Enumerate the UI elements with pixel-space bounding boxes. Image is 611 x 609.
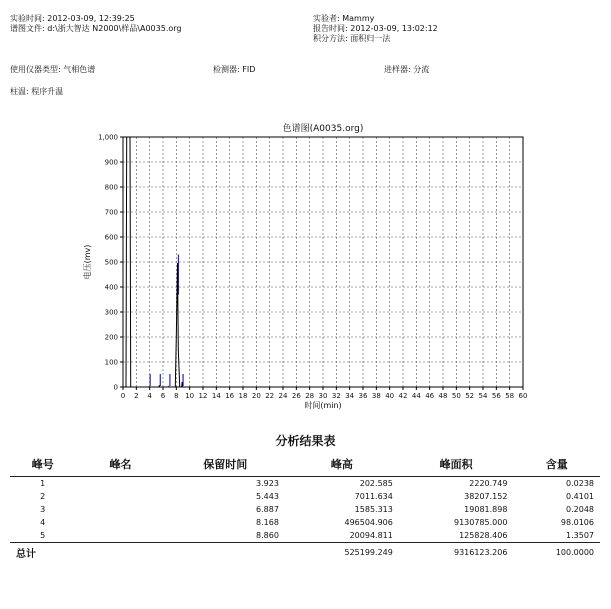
- table-total-row: [10, 543, 600, 562]
- col-peak-number: 峰号: [31, 458, 54, 471]
- y-tick-label: 500: [104, 258, 118, 267]
- col-retention-time: 保留时间: [203, 458, 248, 471]
- cell: [75, 529, 165, 543]
- col-peak-area: 峰面积: [439, 458, 473, 471]
- x-tick-label: 26: [291, 392, 301, 400]
- cell: [75, 543, 165, 562]
- y-tick-label: 300: [104, 308, 118, 317]
- cell: [166, 543, 285, 562]
- y-tick-label: 1,000: [97, 133, 118, 142]
- total-label: 总计: [16, 548, 36, 560]
- cell: 2220.749: [469, 479, 508, 488]
- x-tick-label: 30: [318, 392, 328, 400]
- cell: 8.168: [256, 518, 279, 527]
- cell: 1585.313: [354, 505, 393, 514]
- cell: 5: [40, 531, 46, 540]
- cell: 202.585: [359, 479, 393, 488]
- x-axis-ticks: [121, 387, 528, 400]
- y-tick-label: 900: [104, 158, 118, 167]
- x-tick-label: 10: [185, 392, 195, 400]
- x-tick-label: 14: [211, 392, 221, 400]
- y-tick-label: 700: [104, 208, 118, 217]
- cell: 0.0238: [566, 479, 594, 488]
- exp-time: 实验时间: 2012-03-09, 12:39:25: [10, 14, 135, 23]
- x-tick-label: 48: [438, 392, 448, 400]
- x-tick-label: 42: [398, 392, 408, 400]
- x-tick-label: 4: [147, 392, 152, 400]
- cell: 3.923: [256, 479, 279, 488]
- cell: [75, 516, 165, 529]
- table-row: [10, 477, 600, 491]
- cell: 0.2048: [566, 505, 594, 514]
- x-tick-label: 24: [278, 392, 288, 400]
- x-tick-label: 44: [411, 392, 421, 400]
- operator: 实验者: Mammy: [313, 14, 375, 23]
- chart-grid: [123, 137, 523, 387]
- cell: 19081.898: [464, 505, 508, 514]
- x-tick-label: 56: [491, 392, 501, 400]
- col-content: 含量: [545, 458, 568, 471]
- x-tick-label: 6: [160, 392, 166, 400]
- y-tick-label: 0: [113, 383, 118, 392]
- cell: [75, 503, 165, 516]
- x-tick-label: 46: [425, 392, 435, 400]
- x-tick-label: 20: [251, 392, 261, 400]
- cell: 8.860: [256, 531, 279, 540]
- x-tick-label: 40: [385, 392, 395, 400]
- x-tick-label: 36: [358, 392, 368, 400]
- results-table: [10, 452, 600, 561]
- detector: 检测器: FID: [213, 65, 256, 74]
- x-tick-label: 16: [225, 392, 235, 400]
- table-row: [10, 516, 600, 529]
- report-time: 报告时间: 2012-03-09, 13:02:12: [313, 24, 438, 33]
- injector: 进样器: 分流: [384, 65, 430, 74]
- total-peak-area: 9316123.206: [453, 547, 508, 557]
- table-row: [10, 503, 600, 516]
- table-row: [10, 490, 600, 503]
- instrument-type: 使用仪器类型: 气相色谱: [10, 65, 96, 74]
- cell: 9130785.000: [453, 518, 508, 527]
- cell: 3: [40, 505, 46, 514]
- y-tick-label: 100: [104, 358, 118, 367]
- results-table-title: 分析结果表: [275, 434, 336, 448]
- x-tick-label: 32: [331, 392, 341, 400]
- cell: 125828.406: [459, 531, 508, 540]
- x-tick-label: 34: [345, 392, 355, 400]
- table-header-row: [10, 452, 600, 477]
- cell: 98.0106: [560, 518, 594, 527]
- y-axis-label: 电压(mv): [83, 244, 92, 280]
- y-tick-label: 800: [104, 183, 118, 192]
- col-peak-name: 峰名: [109, 458, 132, 471]
- total-content: 100.0000: [555, 547, 594, 557]
- cell: 0.4101: [566, 492, 594, 501]
- x-tick-label: 50: [451, 392, 461, 400]
- cell: 7011.634: [354, 492, 393, 501]
- x-tick-label: 54: [478, 392, 488, 400]
- x-tick-label: 8: [174, 392, 179, 400]
- col-peak-height: 峰高: [330, 458, 353, 471]
- cell: 496504.906: [344, 518, 393, 527]
- x-tick-label: 28: [305, 392, 315, 400]
- cell: 2: [40, 492, 46, 501]
- y-tick-label: 600: [104, 233, 118, 242]
- cell: 5.443: [256, 492, 279, 501]
- x-tick-label: 60: [518, 392, 528, 400]
- x-tick-label: 22: [265, 392, 275, 400]
- column-temperature: 柱温: 程序升温: [10, 87, 64, 96]
- cell: [75, 490, 165, 503]
- y-tick-label: 400: [104, 283, 118, 292]
- data-file: 谱图文件: d:\浙大智达 N2000\样品\A0035.org: [10, 24, 182, 33]
- cell: 1: [40, 479, 46, 488]
- cell: 6.887: [256, 505, 279, 514]
- cell: 1.3507: [566, 531, 594, 540]
- total-peak-height: 525199.249: [344, 547, 393, 557]
- y-axis-ticks: [98, 134, 123, 392]
- table-row: [10, 529, 600, 543]
- cell: [75, 477, 165, 491]
- cell: 4: [40, 518, 46, 527]
- x-tick-label: 52: [465, 392, 475, 400]
- chart-title: 色谱图(A0035.org): [282, 124, 364, 134]
- x-tick-label: 2: [134, 392, 139, 400]
- x-tick-label: 0: [120, 392, 126, 400]
- y-tick-label: 200: [104, 333, 118, 342]
- x-tick-label: 38: [371, 392, 381, 400]
- cell: 38207.152: [464, 492, 508, 501]
- chromatogram-chart: [0, 112, 611, 422]
- integration-method: 积分方法: 面积归一法: [313, 34, 391, 43]
- x-tick-label: 18: [238, 392, 248, 400]
- x-tick-label: 58: [505, 392, 515, 400]
- x-tick-label: 12: [198, 392, 208, 400]
- cell: 20094.811: [349, 531, 393, 540]
- x-axis-label: 时间(min): [304, 401, 342, 410]
